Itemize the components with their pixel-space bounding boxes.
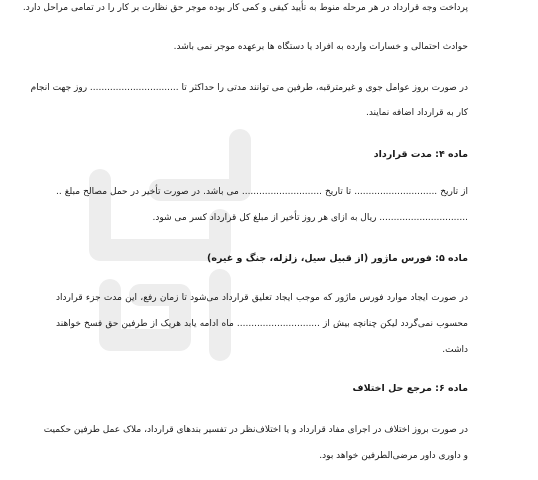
watermark-logo — [40, 120, 280, 370]
paragraph-force-majeure-line-2: محسوب نمی‌گردد لیکن چنانچه بیش از ............................. ماه ادامه یابد هریک از طرفین حق فسخ خواهند — [56, 319, 468, 329]
paragraph-force-weather-line-2: کار به قرارداد اضافه نمایند. — [365, 108, 468, 118]
heading-article-4-duration: ماده ۴: مدت قرارداد — [373, 149, 468, 160]
paragraph-force-weather-line-1: در صورت بروز عوامل جوی و غیرمترقبه، طرفین می توانند مدتی را حداکثر تا ............................... روز جهت انجام — [30, 83, 468, 93]
heading-article-6-dispute-resolution: ماده ۶: مرجع حل اختلاف — [352, 383, 468, 394]
paragraph-payment-supervision: پرداخت وجه قرارداد در هر مرحله منوط به تأیید کیفی و کمی کار بوده موجر حق نظارت بر کار را در تمامی مراحل دارد. — [22, 3, 468, 13]
paragraph-duration-line-1: از تاریخ ............................. تا تاریخ ............................ می باشد. در صورت تأخیر در حمل مصالح مبلغ .. — [56, 187, 468, 197]
paragraph-duration-line-2: ............................... ریال به ازای هر روز تأخیر از مبلغ کل قرارداد کسر می شود. — [152, 213, 468, 223]
paragraph-force-majeure-line-1: در صورت ایجاد موارد فورس ماژور که موجب ایجاد تعلیق قرارداد می‌شود تا زمان رفع، این مدت جزء قرارداد — [56, 293, 468, 303]
paragraph-accidents-liability: حوادث احتمالی و خسارات وارده به افراد یا دستگاه ها برعهده موجر نمی باشد. — [173, 42, 468, 52]
paragraph-dispute-line-2: و داوری داور مرضی‌الطرفین خواهد بود. — [319, 451, 468, 461]
heading-article-5-force-majeure: ماده ۵: فورس ماژور (از قبیل سیل، زلزله، جنگ و غیره) — [207, 253, 468, 264]
paragraph-dispute-line-1: در صورت بروز اختلاف در اجرای مفاد قرارداد و یا اختلاف‌نظر در تفسیر بندهای قرارداد، ملاک عمل طرفین حکمیت — [43, 425, 468, 435]
watermark-stroke-top — [160, 140, 240, 190]
paragraph-force-majeure-line-3: داشت. — [442, 345, 468, 355]
